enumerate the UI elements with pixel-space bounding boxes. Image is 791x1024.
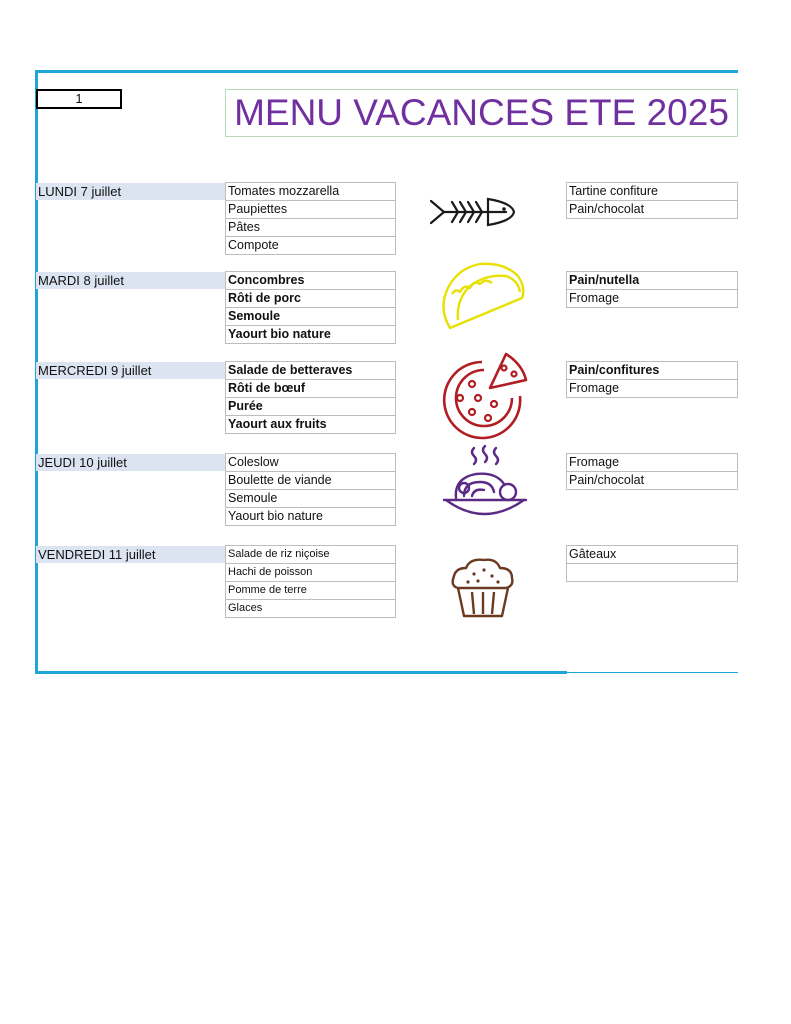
dish-cell: Pomme de terre	[225, 582, 396, 600]
dish-cell: Salade de riz niçoise	[225, 545, 396, 564]
dish-cell: Glaces	[225, 600, 396, 618]
dish-list-mardi	[225, 271, 396, 344]
page-number-box: 1	[36, 89, 122, 109]
dish-cell: Yaourt aux fruits	[225, 416, 396, 434]
snack-cell: Fromage	[566, 290, 738, 308]
snack-list-mercredi	[566, 361, 738, 398]
dish-list-jeudi	[225, 453, 396, 526]
snack-list-jeudi	[566, 453, 738, 490]
taco-icon	[436, 258, 528, 334]
frame-bottom-border-thin	[567, 672, 738, 673]
dish-cell: Compote	[225, 237, 396, 255]
day-label-vendredi: VENDREDI 11 juillet	[36, 546, 225, 563]
day-label-lundi: LUNDI 7 juillet	[36, 183, 225, 200]
page-title: MENU VACANCES ETE 2025	[225, 89, 738, 137]
snack-cell: Tartine confiture	[566, 182, 738, 201]
dish-cell: Semoule	[225, 308, 396, 326]
dish-cell: Concombres	[225, 271, 396, 290]
frame-top-border	[35, 70, 738, 73]
snack-cell: Fromage	[566, 453, 738, 472]
dish-list-mercredi	[225, 361, 396, 434]
snack-cell: Pain/chocolat	[566, 201, 738, 219]
dish-cell: Pâtes	[225, 219, 396, 237]
dish-cell: Purée	[225, 398, 396, 416]
snack-cell: Gâteaux	[566, 545, 738, 564]
snack-cell: Pain/confitures	[566, 361, 738, 380]
snack-list-vendredi	[566, 545, 738, 582]
dish-cell: Semoule	[225, 490, 396, 508]
day-label-mercredi: MERCREDI 9 juillet	[36, 362, 225, 379]
dish-cell: Boulette de viande	[225, 472, 396, 490]
day-label-mardi: MARDI 8 juillet	[36, 272, 225, 289]
snack-cell	[566, 564, 738, 582]
dish-cell: Salade de betteraves	[225, 361, 396, 380]
snack-list-lundi	[566, 182, 738, 219]
dish-cell: Rôti de bœuf	[225, 380, 396, 398]
fish-icon	[428, 195, 516, 229]
snack-list-mardi	[566, 271, 738, 308]
dish-cell: Rôti de porc	[225, 290, 396, 308]
day-label-jeudi: JEUDI 10 juillet	[36, 454, 225, 471]
dish-cell: Yaourt bio nature	[225, 508, 396, 526]
dish-cell: Coleslow	[225, 453, 396, 472]
dish-cell: Hachi de poisson	[225, 564, 396, 582]
dish-cell: Tomates mozzarella	[225, 182, 396, 201]
pizza-icon	[438, 350, 530, 440]
cupcake-icon	[448, 556, 518, 620]
frame-bottom-border	[35, 671, 567, 674]
dish-cell: Paupiettes	[225, 201, 396, 219]
snack-cell: Fromage	[566, 380, 738, 398]
snack-cell: Pain/nutella	[566, 271, 738, 290]
dish-list-lundi	[225, 182, 396, 255]
pasta-plate-icon	[440, 444, 530, 524]
dish-cell: Yaourt bio nature	[225, 326, 396, 344]
snack-cell: Pain/chocolat	[566, 472, 738, 490]
dish-list-vendredi	[225, 545, 396, 618]
